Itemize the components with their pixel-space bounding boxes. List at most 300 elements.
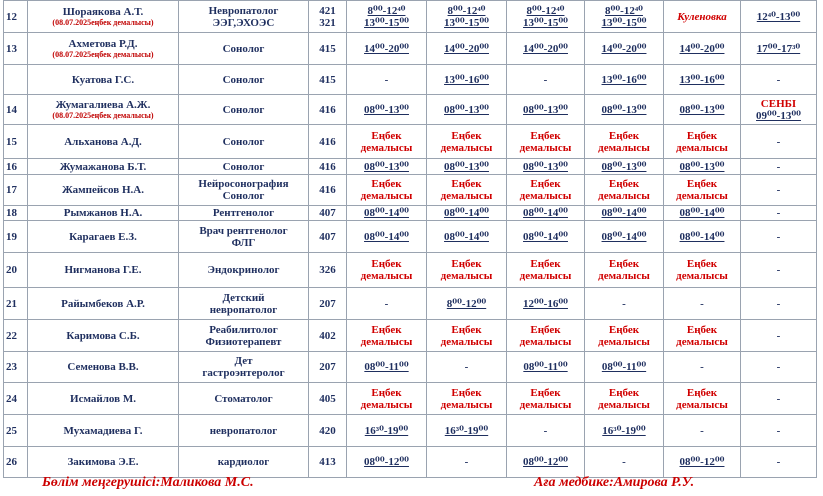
work-hours: 08⁰⁰-14⁰⁰ (523, 207, 568, 219)
schedule-cell (741, 175, 817, 206)
work-hours: 12⁰⁰-16⁰⁰ (523, 297, 568, 310)
schedule-cell (664, 33, 741, 65)
room-number: 416 (319, 103, 336, 116)
specialty: Сонолог (222, 135, 265, 148)
work-hours: 08⁰⁰-11⁰⁰ (364, 361, 409, 373)
work-hours: 08⁰⁰-14⁰⁰ (601, 230, 647, 243)
work-hours: 16³⁰-19⁰⁰ (602, 424, 646, 437)
schedule-cell (507, 33, 585, 65)
leave-note: (08.07.2025еңбек демалысы) (52, 111, 154, 120)
schedule-cell (585, 125, 664, 159)
leave-status: демалысы (519, 270, 572, 282)
schedule-cell (347, 1, 427, 33)
doctor-name-cell (28, 352, 179, 383)
room-cell (309, 206, 347, 221)
schedule-cell (427, 352, 507, 383)
specialty: Стоматолог (214, 392, 273, 405)
row-number: 26 (4, 447, 28, 478)
room-number: 407 (319, 207, 336, 219)
leave-status: демалысы (440, 141, 493, 154)
leave-status: демалысы (360, 398, 413, 411)
work-hours: - (776, 392, 781, 405)
leave-status: Еңбек (686, 129, 718, 142)
schedule-cell (741, 447, 817, 478)
doctor-name-cell (28, 221, 179, 253)
leave-status: Еңбек (530, 258, 561, 270)
work-hours: 08⁰⁰-12⁰⁰ (364, 456, 409, 468)
schedule-cell (741, 33, 817, 65)
leave-status: Еңбек (686, 178, 718, 190)
room-number: 407 (319, 230, 336, 243)
work-hours: 08⁰⁰-13⁰⁰ (679, 160, 725, 173)
table-row (4, 288, 817, 320)
leave-status: Еңбек (686, 258, 718, 270)
doctor-name-cell (28, 159, 179, 175)
specialty: Реабилитолог (209, 323, 278, 336)
leave-status: демалысы (676, 398, 728, 411)
leave-note: (08.07.2025еңбек демалысы) (52, 50, 154, 59)
schedule-cell (664, 206, 741, 221)
doctor-name-cell (28, 383, 179, 415)
specialty-cell (179, 159, 309, 175)
doctor-name: Каримова С.Б. (66, 329, 140, 342)
schedule-cell (507, 175, 585, 206)
room-cell (309, 125, 347, 159)
table-row (4, 1, 817, 33)
work-hours: - (776, 184, 781, 196)
work-hours: 08⁰⁰-12⁰⁰ (523, 456, 568, 468)
table-row (4, 65, 817, 95)
row-number: 13 (4, 33, 28, 65)
specialty: Сонолог (222, 160, 265, 173)
work-hours: 09⁰⁰-13⁰⁰ (756, 109, 801, 122)
work-hours: 14⁰⁰-20⁰⁰ (523, 42, 568, 55)
schedule-cell (507, 253, 585, 288)
leave-status: демалысы (676, 335, 728, 348)
leave-status: Еңбек (371, 386, 402, 399)
schedule-cell (741, 288, 817, 320)
work-hours: 12⁴⁰-13⁰⁰ (756, 10, 801, 23)
schedule-cell (347, 415, 427, 447)
table-row (4, 175, 817, 206)
row-number: 16 (4, 159, 28, 175)
row-number: 24 (4, 383, 28, 415)
schedule-cell (741, 320, 817, 352)
work-hours: 8⁰⁰-12⁴⁰ (605, 4, 643, 17)
schedule-cell (427, 1, 507, 33)
leave-status: демалысы (598, 141, 650, 154)
room-cell (309, 288, 347, 320)
work-hours: 08⁰⁰-14⁰⁰ (523, 230, 568, 243)
schedule-cell (664, 320, 741, 352)
specialty-cell (179, 221, 309, 253)
work-hours: 13⁰⁰-15⁰⁰ (444, 16, 489, 29)
specialty-cell (179, 352, 309, 383)
row-number (4, 65, 28, 95)
row-number: 15 (4, 125, 28, 159)
leave-status: Еңбек (451, 178, 482, 190)
schedule-cell (427, 159, 507, 175)
row-number: 25 (4, 415, 28, 447)
work-hours: - (776, 230, 781, 243)
work-hours: 08⁰⁰-14⁰⁰ (364, 230, 409, 243)
leave-status: демалысы (519, 398, 572, 411)
schedule-cell (507, 320, 585, 352)
room-number: 415 (319, 73, 336, 86)
row-number: 17 (4, 175, 28, 206)
leave-status: Еңбек (371, 178, 402, 190)
work-hours: - (776, 160, 781, 173)
schedule-cell (741, 352, 817, 383)
schedule-cell (427, 288, 507, 320)
schedule-cell (507, 65, 585, 95)
work-hours: 17⁰⁰-17³⁰ (756, 42, 801, 55)
work-hours: 8⁰⁰-12⁴⁰ (447, 4, 486, 17)
schedule-cell (427, 95, 507, 125)
schedule-cell (585, 65, 664, 95)
work-hours: 13⁰⁰-15⁰⁰ (601, 16, 647, 29)
leave-status: демалысы (360, 335, 413, 348)
table-row (4, 206, 817, 221)
schedule-cell (664, 352, 741, 383)
leave-status: Еңбек (686, 323, 718, 336)
schedule-cell (585, 221, 664, 253)
doctor-name-cell (28, 320, 179, 352)
specialty-cell (179, 1, 309, 33)
specialty-cell (179, 320, 309, 352)
leave-status: Еңбек (530, 323, 561, 336)
specialty-cell (179, 125, 309, 159)
schedule-cell (664, 159, 741, 175)
doctor-name-cell (28, 1, 179, 33)
schedule-cell (347, 33, 427, 65)
row-number: 14 (4, 95, 28, 125)
leave-status: демалысы (519, 335, 572, 348)
schedule-cell (585, 383, 664, 415)
room-number: 421 (319, 4, 336, 17)
schedule-cell (585, 253, 664, 288)
table-row (4, 33, 817, 65)
room-cell (309, 415, 347, 447)
schedule-cell (741, 383, 817, 415)
specialty-cell (179, 447, 309, 478)
schedule-cell (347, 288, 427, 320)
schedule-cell (664, 288, 741, 320)
work-hours: 13⁰⁰-16⁰⁰ (679, 73, 725, 86)
table-row (4, 95, 817, 125)
schedule-cell (427, 125, 507, 159)
schedule-cell (741, 206, 817, 221)
schedule-cell (427, 320, 507, 352)
doctor-name: Закимова Э.Е. (67, 456, 139, 468)
leave-status: демалысы (360, 270, 413, 282)
room-cell (309, 65, 347, 95)
work-hours: 08⁰⁰-13⁰⁰ (444, 103, 489, 116)
specialty: Сонолог (222, 190, 265, 202)
room-number: 326 (319, 264, 336, 276)
schedule-cell (347, 320, 427, 352)
table-row (4, 125, 817, 159)
row-number: 22 (4, 320, 28, 352)
work-hours: 13⁰⁰-15⁰⁰ (364, 16, 409, 29)
room-number: 402 (319, 329, 336, 342)
work-hours: - (776, 264, 781, 276)
work-hours: - (700, 424, 704, 437)
schedule-cell (507, 125, 585, 159)
room-cell (309, 1, 347, 33)
leave-status: демалысы (440, 335, 493, 348)
schedule-cell (741, 253, 817, 288)
specialty: Физиотерапевт (205, 335, 282, 348)
doctor-name-cell (28, 95, 179, 125)
table-row (4, 352, 817, 383)
schedule-cell (507, 447, 585, 478)
doctor-name-cell (28, 65, 179, 95)
room-number: 207 (319, 297, 336, 310)
doctor-name: Райымбеков А.Р. (61, 297, 145, 310)
leave-note: (08.07.2025еңбек демалысы) (52, 18, 154, 27)
leave-status: демалысы (519, 190, 572, 202)
leave-status: Еңбек (608, 129, 640, 142)
schedule-cell (741, 159, 817, 175)
leave-status: Еңбек (371, 323, 402, 336)
schedule-cell (427, 33, 507, 65)
room-number: 413 (319, 456, 336, 468)
schedule-cell (507, 159, 585, 175)
work-hours: 08⁰⁰-13⁰⁰ (364, 103, 409, 116)
room-cell (309, 33, 347, 65)
leave-status: демалысы (360, 141, 413, 154)
leave-status: демалысы (440, 270, 493, 282)
specialty: невропатолог (209, 303, 278, 316)
schedule-cell (741, 1, 817, 33)
schedule-cell (427, 206, 507, 221)
work-hours: 08⁰⁰-13⁰⁰ (679, 103, 725, 116)
specialty: Нейросонография (198, 178, 289, 190)
schedule-body (4, 1, 817, 478)
row-number: 21 (4, 288, 28, 320)
schedule-cell (664, 415, 741, 447)
doctor-name: Мухамадиева Г. (63, 424, 143, 437)
schedule-cell (664, 383, 741, 415)
table-row (4, 320, 817, 352)
specialty: Сонолог (222, 42, 265, 55)
schedule-cell (585, 320, 664, 352)
schedule-cell (664, 447, 741, 478)
specialty: Сонолог (222, 73, 265, 86)
schedule-cell (585, 206, 664, 221)
work-hours: 08⁰⁰-11⁰⁰ (601, 361, 647, 373)
doctor-name-cell (28, 253, 179, 288)
doctor-name-cell (28, 288, 179, 320)
schedule-cell (664, 221, 741, 253)
work-hours: 08⁰⁰-13⁰⁰ (523, 103, 568, 116)
schedule-cell (507, 95, 585, 125)
room-number: 207 (319, 361, 336, 373)
work-hours: - (776, 424, 781, 437)
schedule-cell (507, 415, 585, 447)
leave-status: демалысы (440, 190, 493, 202)
schedule-cell (507, 352, 585, 383)
schedule-cell (585, 95, 664, 125)
leave-status: Еңбек (371, 129, 402, 142)
work-hours: 08⁰⁰-11⁰⁰ (523, 361, 568, 373)
schedule-cell (741, 415, 817, 447)
specialty-cell (179, 288, 309, 320)
schedule-cell (585, 352, 664, 383)
row-number: 18 (4, 206, 28, 221)
work-hours: - (776, 135, 781, 148)
leave-status: Еңбек (530, 386, 561, 399)
doctor-name: Жумажанова Б.Т. (59, 160, 147, 173)
leave-status: Еңбек (530, 129, 561, 142)
work-hours: 14⁰⁰-20⁰⁰ (364, 42, 409, 55)
doctor-name: Шораякова А.Т. (62, 6, 144, 18)
leave-status: демалысы (598, 190, 650, 202)
room-cell (309, 320, 347, 352)
schedule-cell (347, 447, 427, 478)
schedule-cell (585, 447, 664, 478)
work-hours: - (384, 73, 389, 86)
specialty-cell (179, 415, 309, 447)
work-hours: 08⁰⁰-13⁰⁰ (444, 160, 489, 173)
work-hours: 08⁰⁰-14⁰⁰ (679, 207, 725, 219)
leave-status: Еңбек (451, 386, 482, 399)
schedule-cell (585, 175, 664, 206)
specialty-cell (179, 175, 309, 206)
specialty: ФЛГ (231, 236, 256, 249)
room-cell (309, 352, 347, 383)
room-number: 321 (319, 16, 336, 29)
work-hours: 13⁰⁰-15⁰⁰ (523, 16, 568, 29)
room-cell (309, 159, 347, 175)
work-hours: - (776, 361, 781, 373)
work-hours: 08⁰⁰-14⁰⁰ (601, 207, 647, 219)
work-hours: 13⁰⁰-16⁰⁰ (601, 73, 647, 86)
work-hours: 08⁰⁰-12⁰⁰ (679, 456, 725, 468)
doctor-name: Исмайлов М. (70, 392, 136, 405)
leave-status: демалысы (598, 398, 650, 411)
room-cell (309, 383, 347, 415)
doctor-name-cell (28, 415, 179, 447)
doctor-name: Ахметова Р.Д. (68, 38, 138, 50)
doctor-name: Жампейсов Н.А. (62, 184, 144, 196)
work-hours: 8⁰⁰-12⁴⁰ (526, 4, 565, 17)
work-hours: - (622, 297, 626, 310)
work-hours: - (776, 297, 781, 310)
room-cell (309, 95, 347, 125)
department-head-signature: Бөлім меңгерушісі:Маликова М.С. (42, 475, 254, 490)
schedule-cell (427, 65, 507, 95)
schedule-cell (347, 352, 427, 383)
schedule-cell (585, 415, 664, 447)
schedule-cell (664, 95, 741, 125)
work-hours: - (464, 361, 469, 373)
specialty: Сонолог (222, 103, 265, 116)
leave-status: Еңбек (608, 323, 640, 336)
table-row (4, 159, 817, 175)
work-hours: - (543, 73, 548, 86)
schedule-cell (585, 159, 664, 175)
leave-status: демалысы (360, 190, 413, 202)
doctor-name: Альханова А.Д. (64, 135, 142, 148)
table-row (4, 383, 817, 415)
schedule-cell (347, 253, 427, 288)
schedule-cell (664, 253, 741, 288)
leave-status: Еңбек (451, 258, 482, 270)
leave-status: демалысы (598, 270, 650, 282)
work-hours: 14⁰⁰-20⁰⁰ (444, 42, 489, 55)
schedule-cell (347, 65, 427, 95)
schedule-cell (507, 221, 585, 253)
schedule-cell (347, 125, 427, 159)
schedule-cell (427, 415, 507, 447)
doctor-name-cell (28, 175, 179, 206)
work-hours: 08⁰⁰-14⁰⁰ (679, 230, 725, 243)
schedule-cell (585, 288, 664, 320)
schedule-cell (427, 221, 507, 253)
doctor-name: Куатова Г.С. (71, 73, 135, 86)
table-row (4, 253, 817, 288)
room-cell (309, 221, 347, 253)
row-number: 20 (4, 253, 28, 288)
specialty: Детский (222, 291, 265, 304)
room-number: 416 (319, 160, 336, 173)
leave-status: демалысы (676, 141, 728, 154)
table-row (4, 447, 817, 478)
work-hours: - (776, 207, 781, 219)
work-hours: 14⁰⁰-20⁰⁰ (679, 42, 725, 55)
doctor-name-cell (28, 125, 179, 159)
doctor-name-cell (28, 33, 179, 65)
schedule-cell (741, 125, 817, 159)
room-number: 420 (319, 424, 336, 437)
doctor-name-cell (28, 447, 179, 478)
leave-status: демалысы (676, 190, 728, 202)
leave-status: Еңбек (451, 323, 482, 336)
table-row (4, 415, 817, 447)
specialty: Эндокринолог (207, 264, 280, 276)
leave-status: Еңбек (686, 386, 718, 399)
specialty: гастроэнтеролог (202, 367, 285, 379)
leave-status: Еңбек (608, 178, 640, 190)
leave-status: Еңбек (608, 386, 640, 399)
schedule-cell (507, 383, 585, 415)
specialty-cell (179, 65, 309, 95)
schedule-cell (347, 95, 427, 125)
work-hours: 08⁰⁰-14⁰⁰ (444, 207, 489, 219)
work-hours: 8⁰⁰-12⁴⁰ (367, 4, 406, 17)
schedule-cell (347, 221, 427, 253)
work-hours: 08⁰⁰-13⁰⁰ (601, 103, 647, 116)
doctor-name: Жумагалиева А.Ж. (55, 99, 151, 111)
schedule-cell (347, 175, 427, 206)
row-number: 23 (4, 352, 28, 383)
schedule-cell (427, 447, 507, 478)
work-hours: - (622, 456, 626, 468)
work-hours: - (543, 424, 548, 437)
work-hours: 14⁰⁰-20⁰⁰ (601, 42, 647, 55)
table-row (4, 221, 817, 253)
schedule-cell (507, 288, 585, 320)
schedule-cell (741, 95, 817, 125)
schedule-cell (347, 159, 427, 175)
room-number: 405 (319, 392, 336, 405)
leave-status: демалысы (519, 141, 572, 154)
schedule-cell (427, 175, 507, 206)
leave-status: демалысы (676, 270, 728, 282)
work-hours: - (384, 297, 389, 310)
